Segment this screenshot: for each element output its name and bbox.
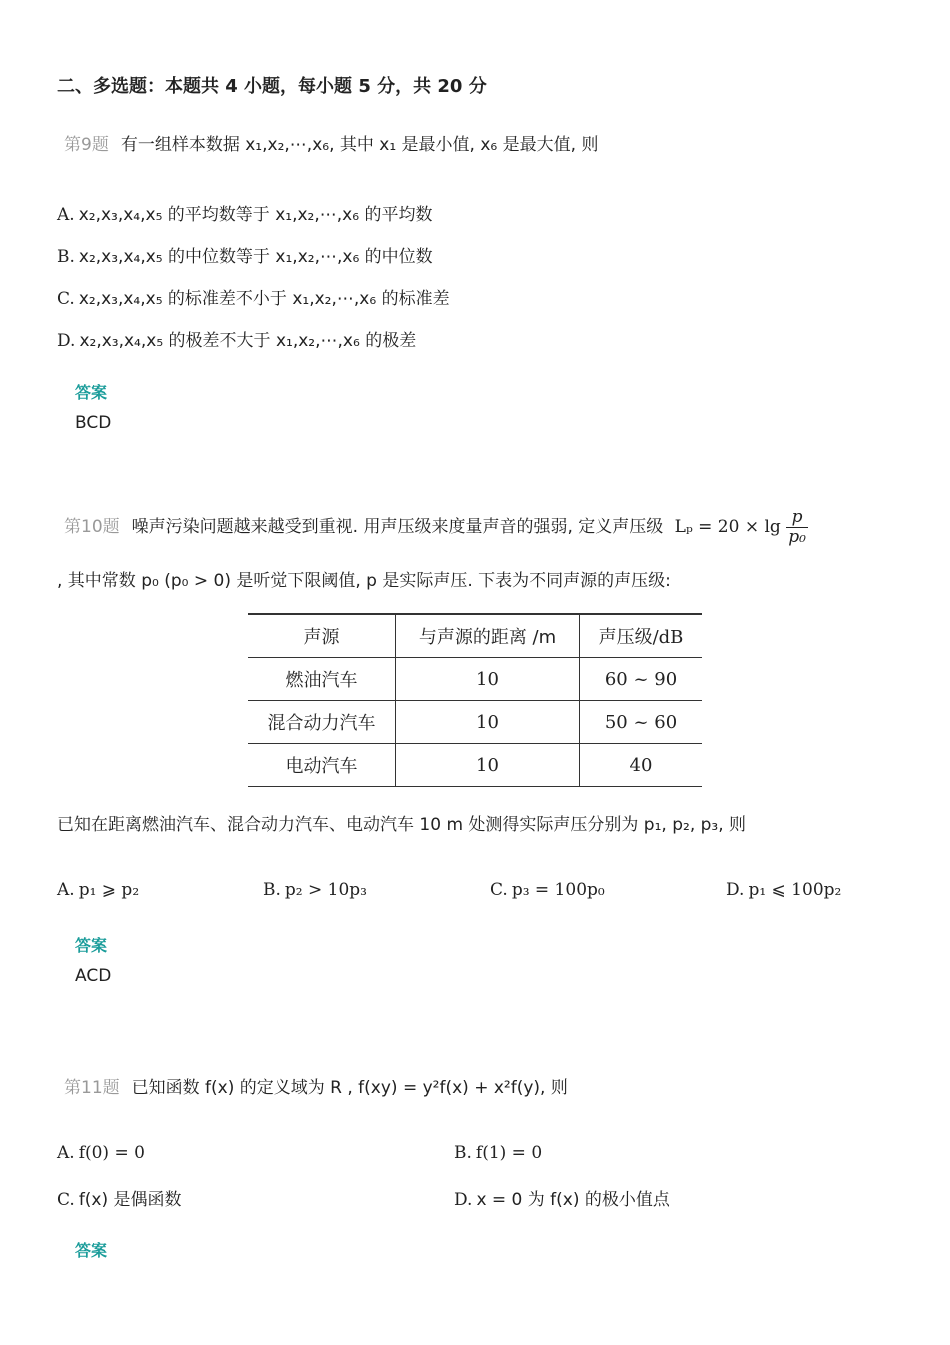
option-text: p₂ > 10p₃: [284, 880, 367, 900]
q10-number: 第10题: [64, 517, 120, 538]
q10-answer-value: ACD: [75, 966, 112, 986]
q10-stem-row: [64, 508, 808, 546]
q9-option-d[interactable]: [57, 326, 416, 351]
q11-stem: 已知函数 f(x) 的定义域为 R , f(xy) = y²f(x) + x²f(y), 则: [131, 1078, 568, 1098]
q11-option-d[interactable]: [454, 1185, 670, 1210]
q10-fraction: [786, 508, 808, 546]
q10-frac-den: p₀: [788, 526, 806, 547]
q10-stem-3: 已知在距离燃油汽车、混合动力汽车、电动汽车 10 m 处测得实际声压分别为 p₁, p₂, p₃, 则: [57, 815, 747, 835]
q11-answer-label: 答案: [75, 1241, 108, 1260]
table-row: [248, 744, 702, 787]
q10-answer-label: 答案: [75, 936, 108, 955]
q10-option-d[interactable]: [726, 880, 841, 900]
table-header: 与声源的距离 /m: [396, 614, 580, 658]
table-cell: 电动汽车: [248, 744, 396, 787]
sound-level-table: [248, 613, 702, 787]
table-header: 声压级/dB: [580, 614, 703, 658]
option-text: x₂,x₃,x₄,x₅ 的平均数等于 x₁,x₂,⋯,x₆ 的平均数: [78, 205, 433, 225]
table-cell: 混合动力汽车: [248, 701, 396, 744]
table-header: 声源: [248, 614, 396, 658]
option-text: x₂,x₃,x₄,x₅ 的极差不大于 x₁,x₂,⋯,x₆ 的极差: [79, 331, 417, 351]
option-label: C.: [57, 289, 75, 309]
option-label: A.: [57, 880, 75, 900]
option-label: B.: [263, 880, 281, 900]
q9-stem: 有一组样本数据 x₁,x₂,⋯,x₆, 其中 x₁ 是最小值, x₆ 是最大值, 则: [120, 135, 599, 155]
option-text: x₂,x₃,x₄,x₅ 的标准差不小于 x₁,x₂,⋯,x₆ 的标准差: [78, 289, 450, 309]
table-cell: 60 ~ 90: [580, 658, 703, 701]
option-label: D.: [454, 1190, 473, 1210]
option-text: x₂,x₃,x₄,x₅ 的中位数等于 x₁,x₂,⋯,x₆ 的中位数: [78, 247, 433, 267]
option-label: D.: [57, 331, 76, 351]
option-label: B.: [57, 247, 75, 267]
q11-number: 第11题: [64, 1078, 120, 1098]
option-text: p₃ = 100p₀: [511, 880, 605, 900]
option-label: B.: [454, 1143, 472, 1163]
table-cell: 40: [580, 744, 703, 787]
table-cell: 10: [396, 744, 580, 787]
option-text: x = 0 为 f(x) 的极小值点: [476, 1190, 670, 1210]
q10-option-b[interactable]: [263, 880, 367, 900]
q11-option-a[interactable]: [57, 1143, 145, 1163]
q9-option-a[interactable]: [57, 200, 432, 225]
table-cell: 10: [396, 658, 580, 701]
table-cell: 燃油汽车: [248, 658, 396, 701]
option-text: p₁ ⩾ p₂: [78, 880, 140, 900]
q11-option-b[interactable]: [454, 1143, 542, 1163]
q11-stem-row: [64, 1073, 568, 1098]
option-label: C.: [490, 880, 508, 900]
q10-frac-num: p: [786, 508, 808, 528]
table-row: [248, 658, 702, 701]
option-text: f(x) 是偶函数: [78, 1190, 182, 1210]
table-row: [248, 701, 702, 744]
q9-answer-value: BCD: [75, 413, 112, 433]
q9-number: 第9题: [64, 135, 109, 155]
option-label: D.: [726, 880, 745, 900]
q9-option-b[interactable]: [57, 242, 433, 267]
q10-stem-2: , 其中常数 p₀ (p₀ > 0) 是听觉下限阈值, p 是实际声压. 下表为不同声源的声压级:: [57, 571, 671, 591]
q10-formula-lhs: Lₚ = 20 × lg: [674, 517, 781, 538]
option-text: f(0) = 0: [78, 1143, 145, 1163]
table-cell: 10: [396, 701, 580, 744]
section-title: 二、多选题：本题共 4 小题，每小题 5 分，共 20 分: [57, 76, 487, 97]
q10-stem: 噪声污染问题越来越受到重视. 用声压级来度量声音的强弱, 定义声压级: [131, 517, 664, 538]
table-header-row: [248, 614, 702, 658]
q9-answer-label: 答案: [75, 383, 108, 402]
q11-option-c[interactable]: [57, 1185, 182, 1210]
q10-option-c[interactable]: [490, 880, 605, 900]
option-text: f(1) = 0: [475, 1143, 543, 1163]
option-label: A.: [57, 1143, 75, 1163]
q9-option-c[interactable]: [57, 284, 450, 309]
option-label: C.: [57, 1190, 75, 1210]
option-text: p₁ ⩽ 100p₂: [748, 880, 842, 900]
table-cell: 50 ~ 60: [580, 701, 703, 744]
q10-option-a[interactable]: [57, 880, 139, 900]
option-label: A.: [57, 205, 75, 225]
q9-stem-row: [64, 130, 598, 155]
